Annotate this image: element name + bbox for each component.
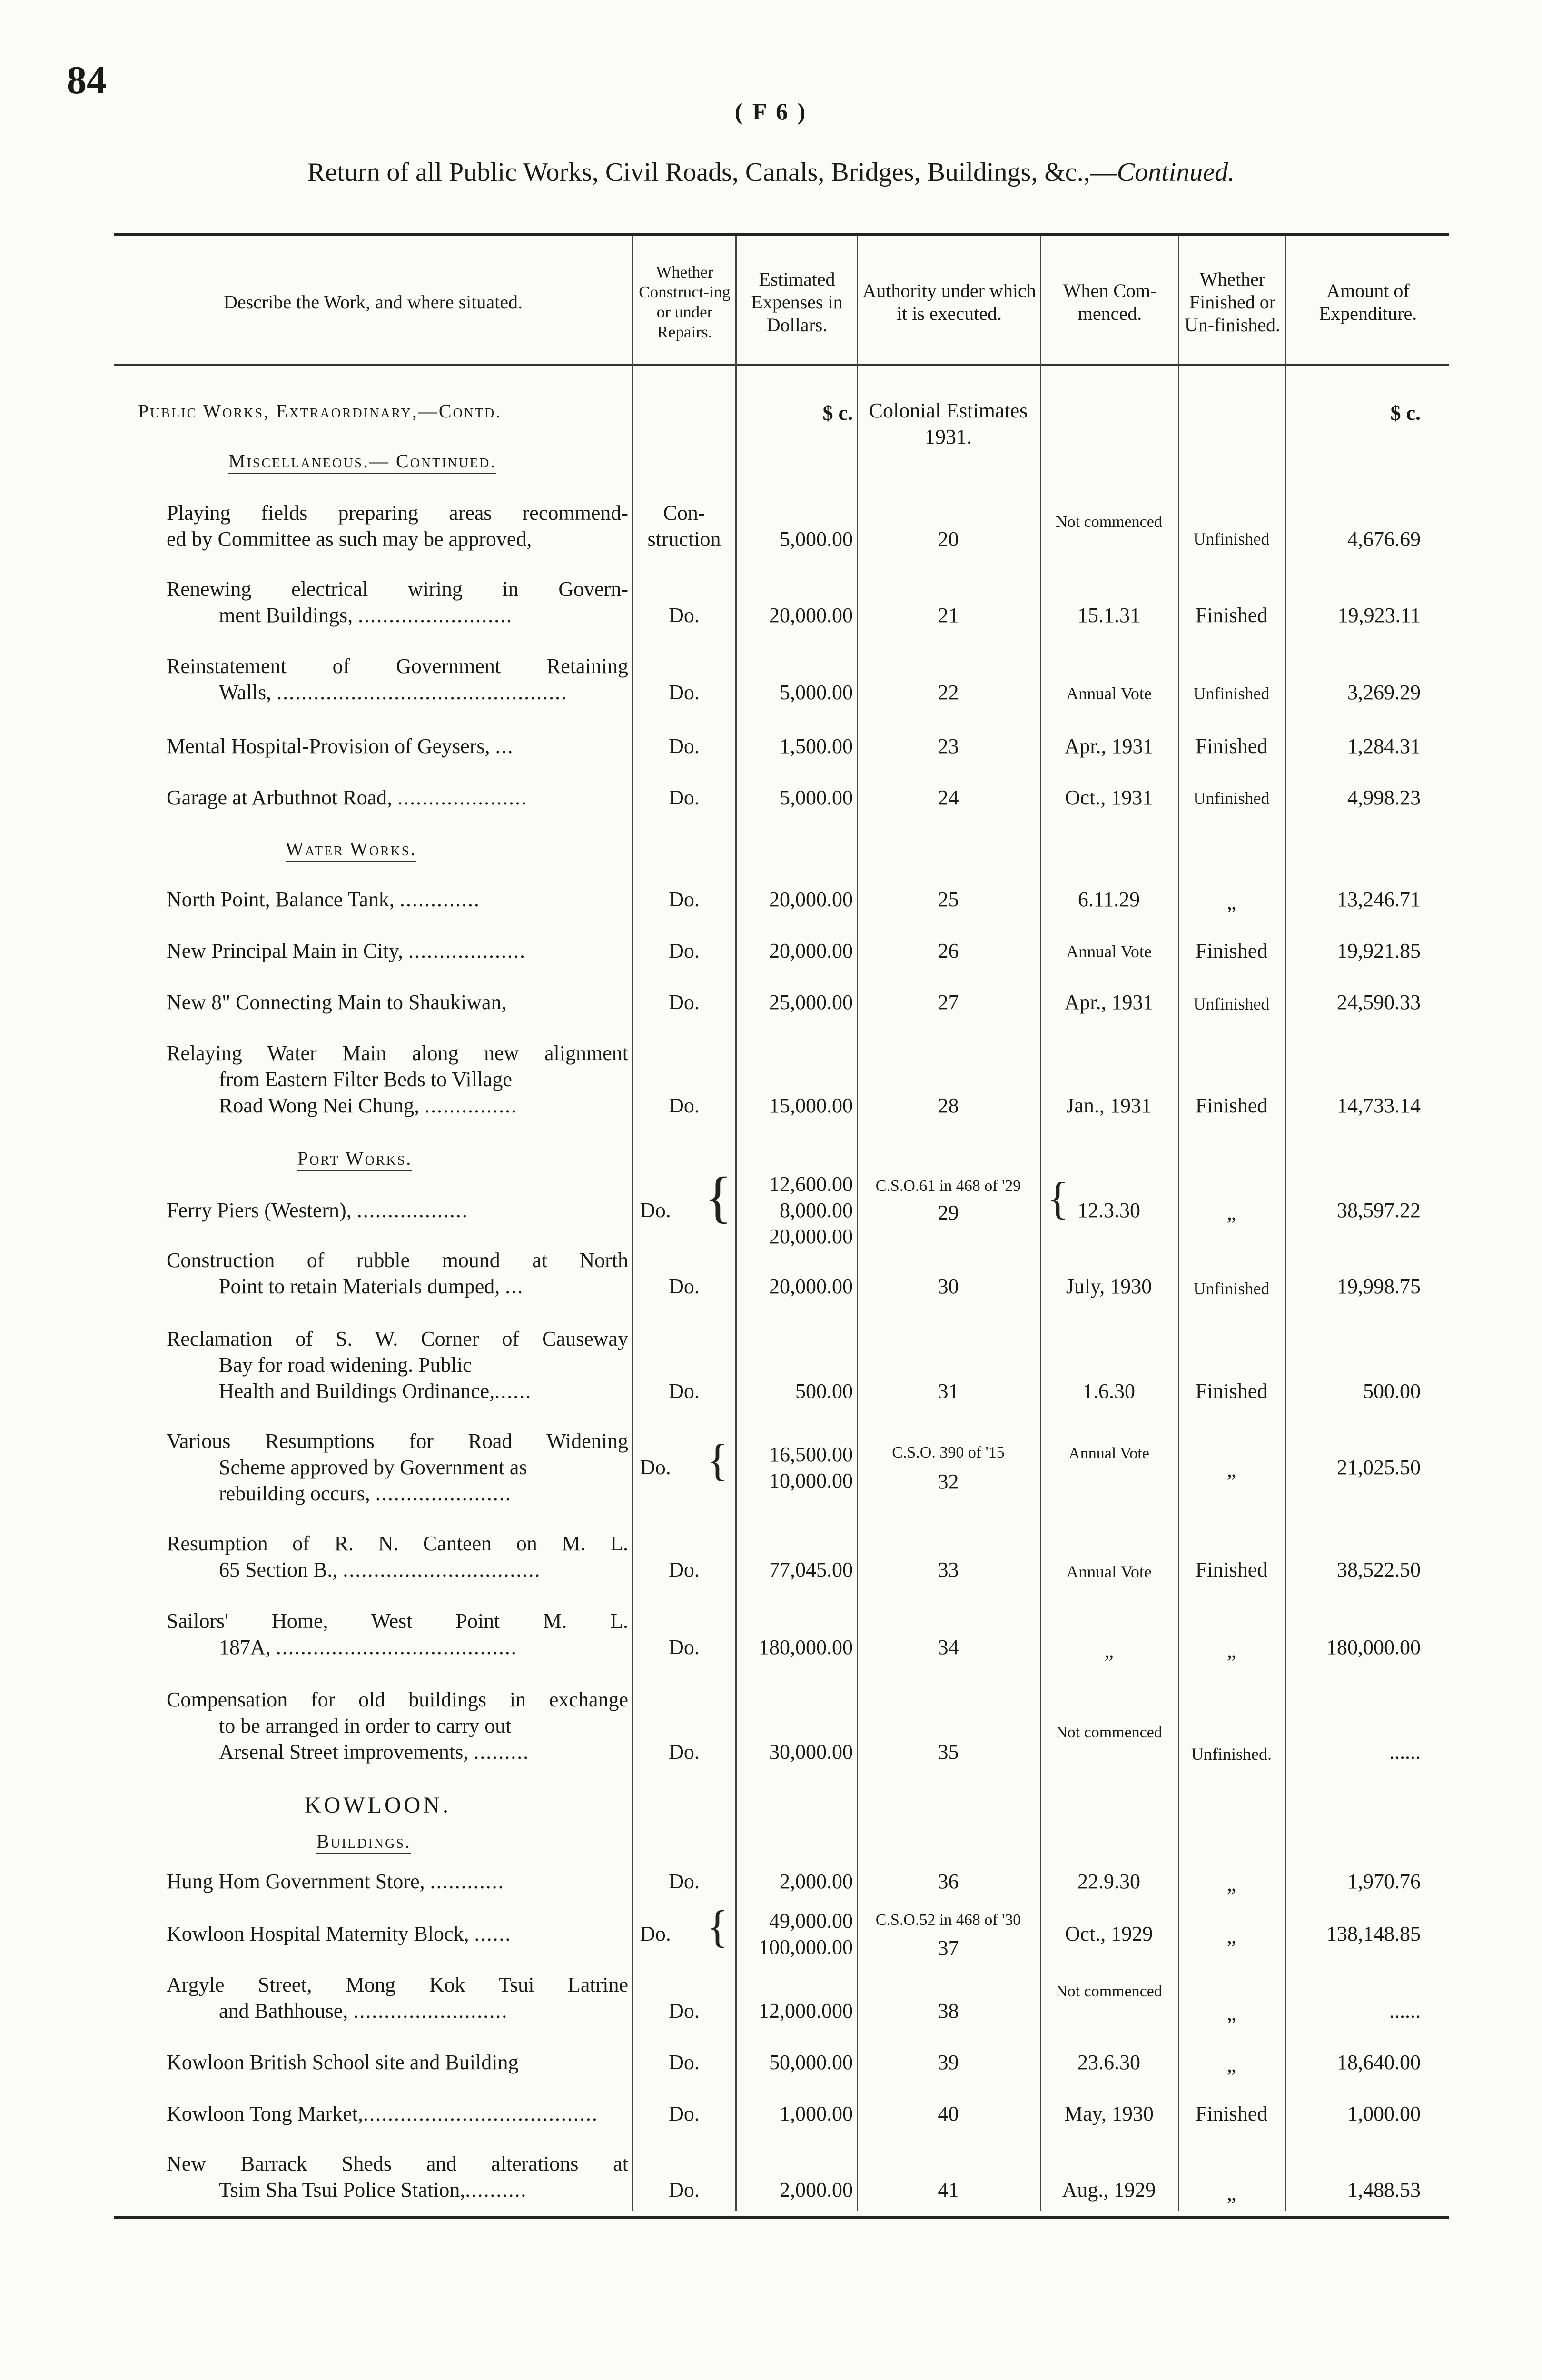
row-finished: „ — [1226, 1639, 1236, 1662]
row-authority: 40 — [938, 2102, 959, 2125]
title-continued: Continued. — [1117, 158, 1235, 187]
row-estimated: 2,000.00 — [780, 2178, 853, 2202]
row-finished: Unfinished — [1193, 994, 1270, 1013]
row-estimated: 5,000.00 — [780, 681, 853, 704]
row-amount: 19,923.11 — [1337, 604, 1421, 627]
row-amount: 1,284.31 — [1347, 734, 1421, 758]
row-finished: „ — [1226, 1924, 1236, 1948]
row-status: Do. — [669, 888, 700, 911]
amount-unit: $ c. — [1390, 401, 1421, 425]
row-estimated: 180,000.00 — [759, 1636, 853, 1659]
table-row-description: Reclamation of S. W. Corner of Causeway Bay for road widening. Public Health and Buildings Ordinance,...... — [167, 1327, 628, 1403]
row-estimated-line: 8,000.00 — [780, 1199, 853, 1222]
row-estimated: 1,000.00 — [780, 2102, 853, 2125]
row-finished: Unfinished — [1193, 529, 1270, 548]
brace-icon: { — [707, 1435, 729, 1485]
table-row-description: Argyle Street, Mong Kok Tsui Latrine and Bathhouse, ......................... — [167, 1973, 628, 2023]
row-estimated: 5,000.00 — [780, 786, 853, 809]
row-authority: 26 — [938, 939, 959, 962]
table-row-description: Construction of rubble mound at North Point to retain Materials dumped, ... — [167, 1249, 628, 1298]
row-estimated: 50,000.00 — [769, 2051, 853, 2074]
row-amount: 180,000.00 — [1326, 1636, 1421, 1659]
header-bottom-rule — [114, 364, 1449, 366]
table-top-rule — [114, 233, 1449, 236]
row-when: Jan., 1931 — [1066, 1094, 1152, 1117]
row-status: Do. — [669, 1379, 700, 1403]
row-status: Do. — [669, 786, 700, 809]
row-status: Do. — [640, 1456, 671, 1479]
table-row-description: Renewing electrical wiring in Govern- ment Buildings, ......................... — [167, 577, 628, 627]
row-estimated: 30,000.00 — [769, 1740, 853, 1764]
row-when: Annual Vote — [1066, 942, 1152, 961]
row-status: Do. — [669, 1999, 700, 2023]
header-finished: Whether Finished or Un-finished. — [1184, 268, 1281, 336]
row-authority: 41 — [938, 2178, 959, 2202]
row-authority: 24 — [938, 786, 959, 809]
row-amount: 1,000.00 — [1347, 2102, 1421, 2125]
row-estimated: 20,000.00 — [769, 604, 853, 627]
table-row-description: Mental Hospital-Provision of Geysers, ... — [167, 734, 514, 758]
row-amount: 138,148.85 — [1326, 1922, 1421, 1945]
row-authority-note: C.S.O.61 in 468 of '29 — [875, 1177, 1021, 1195]
row-when: Apr., 1931 — [1064, 991, 1154, 1014]
row-amount: 1,970.76 — [1347, 1870, 1421, 1893]
row-finished: Finished — [1195, 734, 1268, 758]
row-status: Do. — [640, 1922, 671, 1945]
row-amount: 24,590.33 — [1337, 991, 1421, 1014]
row-finished: Finished — [1195, 1094, 1268, 1117]
row-when: Oct., 1929 — [1065, 1922, 1153, 1945]
section-miscellaneous-label: Miscellaneous.— Continued. — [228, 450, 496, 474]
section-port-works — [297, 1147, 412, 1170]
row-estimated: 15,000.00 — [769, 1094, 853, 1117]
row-authority: 28 — [938, 1094, 959, 1117]
section-port-works-label: Port Works. — [297, 1148, 412, 1171]
row-authority: 35 — [938, 1740, 959, 1764]
row-when: 23.6.30 — [1077, 2051, 1140, 2074]
row-status: Do. — [669, 604, 700, 627]
section-miscellaneous — [228, 450, 496, 472]
row-authority: 22 — [938, 681, 959, 704]
row-authority: 25 — [938, 888, 959, 911]
row-amount: 4,998.23 — [1347, 786, 1421, 809]
section-buildings — [316, 1830, 411, 1853]
row-amount: 13,246.71 — [1337, 888, 1421, 911]
row-finished: „ — [1226, 2053, 1236, 2076]
row-authority: 29 — [938, 1201, 959, 1224]
row-finished: Finished — [1195, 2102, 1268, 2125]
row-estimated: 77,045.00 — [769, 1558, 853, 1581]
row-when: 15.1.31 — [1077, 604, 1140, 627]
row-estimated-line: 10,000.00 — [769, 1469, 853, 1492]
row-authority: 39 — [938, 2051, 959, 2074]
row-amount: ...... — [1389, 1740, 1421, 1764]
row-amount: 21,025.50 — [1337, 1456, 1421, 1479]
row-status: Do. — [669, 939, 700, 962]
section-buildings-label: Buildings. — [316, 1831, 411, 1854]
row-status: Do. — [669, 734, 700, 758]
row-finished: Finished — [1195, 1558, 1268, 1581]
row-amount: 38,597.22 — [1337, 1199, 1421, 1222]
table-row-description: Kowloon Tong Market,...................................... — [167, 2102, 598, 2125]
title-main: Return of all Public Works, Civil Roads, Canals, Bridges, Buildings, &c.,— — [307, 158, 1117, 187]
section-kowloon: KOWLOON. — [305, 1793, 451, 1818]
table-row-description: North Point, Balance Tank, ............. — [167, 888, 480, 911]
row-estimated-line: 20,000.00 — [769, 1225, 853, 1248]
row-when: Annual Vote — [1066, 684, 1152, 703]
row-status: Con-struction — [647, 501, 721, 551]
table-row-description: Various Resumptions for Road Widening Scheme approved by Government as rebuilding occurs, ...................... — [167, 1429, 628, 1505]
table-bottom-rule — [114, 2216, 1449, 2219]
row-authority: 32 — [938, 1470, 959, 1493]
row-estimated-line: 100,000.00 — [759, 1935, 853, 1959]
row-when: „ — [1104, 1639, 1114, 1662]
section-public-works: Public Works, Extraordinary,—Contd. — [138, 400, 502, 422]
row-authority-note: C.S.O.52 in 468 of '30 — [875, 1911, 1021, 1929]
table-row-description: Reinstatement of Government Retaining Walls, ............................................... — [167, 654, 628, 704]
row-estimated: 500.00 — [795, 1379, 853, 1403]
row-finished: „ — [1226, 1201, 1236, 1224]
row-estimated: 5,000.00 — [780, 527, 853, 551]
row-when: July, 1930 — [1066, 1275, 1152, 1298]
row-estimated: 12,000.000 — [759, 1999, 853, 2023]
row-amount: 3,269.29 — [1347, 681, 1421, 704]
table-row-description: Kowloon British School site and Building — [167, 2051, 519, 2074]
row-finished: „ — [1226, 891, 1236, 914]
row-finished: Unfinished. — [1191, 1745, 1272, 1764]
row-when: Oct., 1931 — [1065, 786, 1153, 809]
row-amount: 1,488.53 — [1347, 2178, 1421, 2202]
row-status: Do. — [669, 991, 700, 1014]
row-estimated-line: 49,000.00 — [769, 1909, 853, 1933]
row-finished: Unfinished — [1193, 684, 1270, 703]
row-authority: 36 — [938, 1870, 959, 1893]
header-authority: Authority under which it is executed. — [862, 280, 1036, 324]
row-estimated-line: 12,600.00 — [769, 1172, 853, 1196]
row-amount: 38,522.50 — [1337, 1558, 1421, 1581]
row-status: Do. — [669, 1558, 700, 1581]
row-authority: 21 — [938, 604, 959, 627]
row-status: Do. — [669, 2102, 700, 2125]
header-estimated: Estimated Expenses in Dollars. — [751, 268, 843, 336]
section-water-works — [286, 838, 416, 860]
row-authority: 27 — [938, 991, 959, 1014]
table-row-description: Kowloon Hospital Maternity Block, ...... — [167, 1922, 512, 1945]
brace-icon: { — [704, 1165, 732, 1229]
row-authority: 23 — [938, 734, 959, 758]
table-row-description: Playing fields preparing areas recommend- ed by Committee as such may be approved, — [167, 501, 628, 551]
row-authority: 30 — [938, 1275, 959, 1298]
row-amount: ...... — [1389, 1999, 1421, 2023]
row-when: 1.6.30 — [1083, 1379, 1135, 1403]
row-authority: 38 — [938, 1999, 959, 2023]
authority-note: Colonial Estimates 1931. — [869, 399, 1028, 448]
row-status: Do. — [669, 2051, 700, 2074]
estimated-unit: $ c. — [822, 401, 853, 425]
row-status: Do. — [669, 1870, 700, 1893]
row-amount: 18,640.00 — [1337, 2051, 1421, 2074]
row-authority: 20 — [938, 527, 959, 551]
row-authority: 34 — [938, 1636, 959, 1659]
row-when: Apr., 1931 — [1064, 734, 1154, 758]
table-row-description: New Principal Main in City, ................... — [167, 939, 526, 962]
page-title — [0, 157, 1542, 188]
row-amount: 4,676.69 — [1347, 527, 1421, 551]
row-amount: 500.00 — [1363, 1379, 1421, 1403]
row-status: Do. — [669, 2178, 700, 2202]
row-when: 12.3.30 — [1077, 1199, 1140, 1222]
row-status: Do. — [640, 1199, 671, 1222]
row-when: 22.9.30 — [1077, 1870, 1140, 1893]
header-amount: Amount of Expenditure. — [1319, 280, 1417, 324]
brace-icon: { — [1047, 1173, 1069, 1223]
header-when: When Com-menced. — [1063, 280, 1157, 324]
row-amount: 19,998.75 — [1337, 1275, 1421, 1298]
row-estimated: 20,000.00 — [769, 888, 853, 911]
row-finished: Unfinished — [1193, 1279, 1270, 1298]
table-row-description: Garage at Arbuthnot Road, ..................... — [167, 786, 528, 809]
row-estimated-line: 16,500.00 — [769, 1443, 853, 1466]
page-number: 84 — [67, 58, 107, 102]
table-row-description: New Barrack Sheds and alterations at Tsim Sha Tsui Police Station,.......... — [167, 2152, 628, 2202]
row-authority: 37 — [938, 1936, 959, 1960]
row-when: Not commenced — [1056, 1724, 1162, 1741]
table-row-description: Relaying Water Main along new alignment from Eastern Filter Beds to Village Road Wong Nei Chung, ............... — [167, 1041, 628, 1117]
table-row-description: Compensation for old buildings in exchange to be arranged in order to carry out Arsenal Street improvements, ......... — [167, 1688, 628, 1764]
row-finished: „ — [1226, 1458, 1236, 1481]
section-water-works-label: Water Works. — [286, 838, 416, 862]
row-finished: „ — [1226, 1872, 1236, 1895]
brace-icon: { — [707, 1901, 729, 1952]
row-estimated: 25,000.00 — [769, 991, 853, 1014]
row-when: May, 1930 — [1064, 2102, 1154, 2125]
table-row-description: Hung Hom Government Store, ............ — [167, 1870, 504, 1893]
row-estimated: 2,000.00 — [780, 1870, 853, 1893]
header-describe: Describe the Work, and where situated. — [223, 291, 523, 313]
row-amount: 19,921.85 — [1337, 939, 1421, 962]
row-status: Do. — [669, 681, 700, 704]
row-when: Not commenced — [1056, 1983, 1162, 2000]
row-when: Annual Vote — [1066, 1562, 1152, 1581]
table-row-description: Resumption of R. N. Canteen on M. L. 65 Section B., ................................ — [167, 1532, 628, 1581]
row-estimated: 1,500.00 — [780, 734, 853, 758]
row-finished: Finished — [1195, 1379, 1268, 1403]
table-row-description: Sailors' Home, West Point M. L. 187A, ....................................... — [167, 1609, 628, 1659]
row-finished: Finished — [1195, 604, 1268, 627]
row-finished: Finished — [1195, 939, 1268, 962]
row-estimated: 20,000.00 — [769, 1275, 853, 1298]
row-finished: „ — [1226, 2002, 1236, 2025]
row-authority: 31 — [938, 1379, 959, 1403]
table-row-description: New 8" Connecting Main to Shaukiwan, — [167, 991, 507, 1014]
row-status: Do. — [669, 1740, 700, 1764]
row-amount: 14,733.14 — [1337, 1094, 1421, 1117]
row-authority: 33 — [938, 1558, 959, 1581]
row-status: Do. — [669, 1094, 700, 1117]
row-status: Do. — [669, 1275, 700, 1298]
section-code: ( F 6 ) — [734, 98, 808, 125]
row-when: Aug., 1929 — [1062, 2178, 1156, 2202]
row-authority-note: C.S.O. 390 of '15 — [892, 1444, 1005, 1461]
row-when: 6.11.29 — [1077, 888, 1140, 911]
row-when: Annual Vote — [1068, 1445, 1149, 1462]
row-status: Do. — [669, 1636, 700, 1659]
header-whether: Whether Construct-ing or under Repairs. — [639, 263, 731, 341]
row-finished: „ — [1226, 2182, 1236, 2205]
table-row-description: Ferry Piers (Western), .................. — [167, 1199, 468, 1222]
row-when: Not commenced — [1056, 513, 1162, 531]
row-finished: Unfinished — [1193, 789, 1270, 808]
row-estimated: 20,000.00 — [769, 939, 853, 962]
